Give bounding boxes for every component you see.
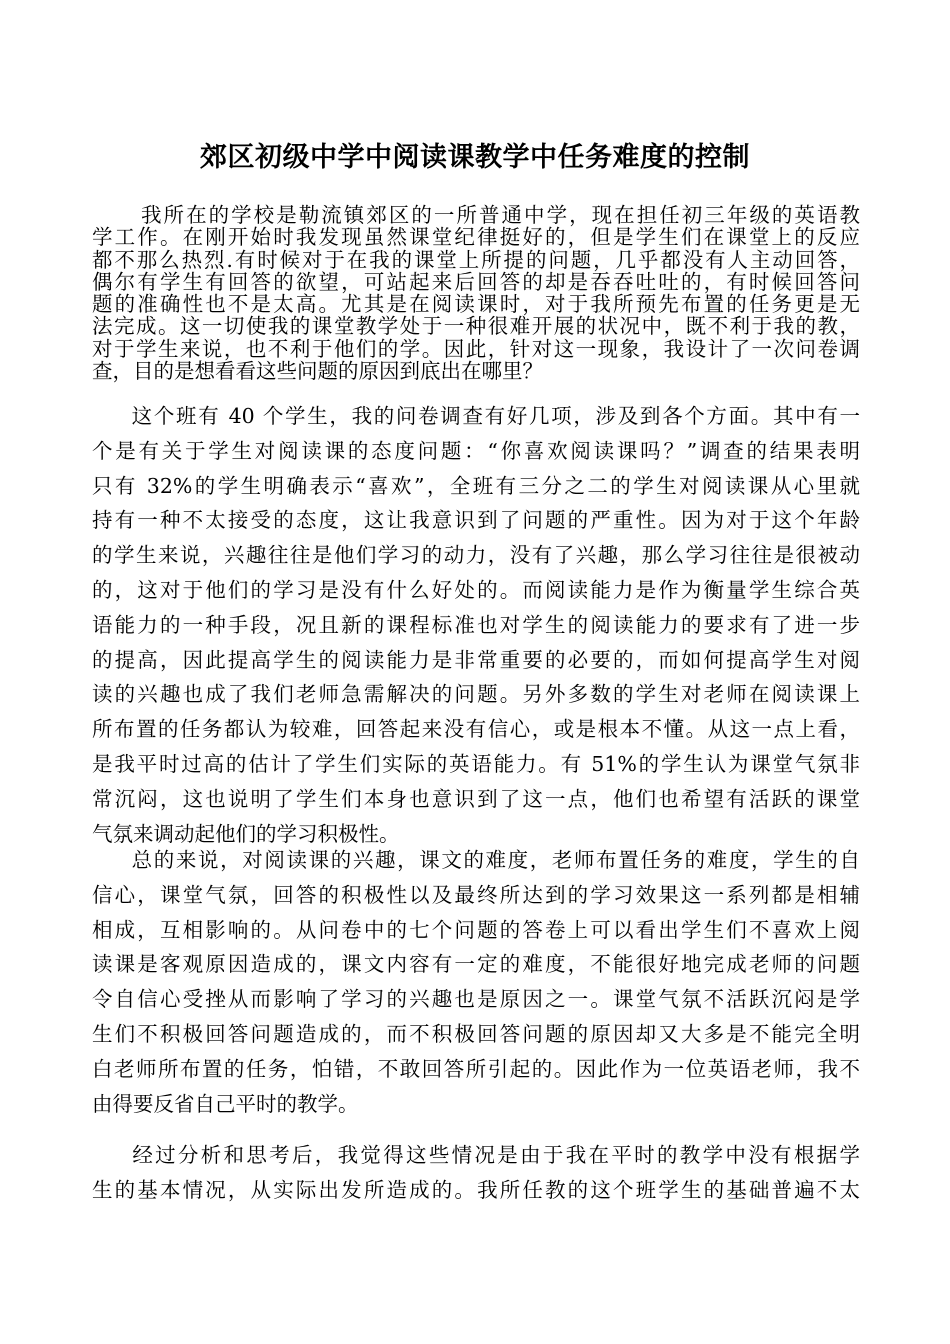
paragraph-line: 个是有关于学生对阅读课的态度问题：“你喜欢阅读课吗？”调查的结果表明 <box>92 438 860 463</box>
line-text: 我所在的学校是勒流镇郊区的一所普通中学，现在担任初三年级的英语教 <box>139 203 860 227</box>
paragraph-line: 题的准确性也不是太高。尤其是在阅读课时，对于我所预先布置的任务更是无 <box>92 292 860 317</box>
paragraph-line: 生们不积极回答问题造成的，而不积极回答问题的原因却又大多是不能完全明 <box>92 1021 860 1046</box>
paragraph-line: 所布置的任务都认为较难，回答起来没有信心，或是根本不懂。从这一点上看， <box>92 717 860 742</box>
paragraph-1 <box>92 204 860 382</box>
line-text: 经过分析和思考后，我觉得这些情况是由于我在平时的教学中没有根据学 <box>130 1143 860 1167</box>
paragraph-line <box>92 843 860 878</box>
paragraph-3 <box>92 843 860 1121</box>
paragraph-line: 只有 32%的学生明确表示“喜欢”，全班有三分之二的学生对阅读课从心里就 <box>92 473 860 498</box>
paragraph-line: 学工作。在刚开始时我发现虽然课堂纪律挺好的，但是学生们在课堂上的反应 <box>92 225 860 250</box>
paragraph-line: 都不那么热烈.有时候对于在我的课堂上所提的问题，几乎都没有人主动回答， <box>92 247 860 272</box>
paragraph-line: 生的基本情况，从实际出发所造成的。我所任教的这个班学生的基础普遍不太 <box>92 1177 860 1202</box>
line-text: 总的来说，对阅读课的兴趣，课文的难度，老师布置任务的难度，学生的自 <box>130 848 860 872</box>
paragraph-line: 是我平时过高的估计了学生们实际的英语能力。有 51%的学生认为课堂气氛非 <box>92 751 860 776</box>
paragraph-line: 相成，互相影响的。从问卷中的七个问题的答卷上可以看出学生们不喜欢上阅 <box>92 917 860 942</box>
paragraph-line: 令自信心受挫从而影响了学习的兴趣也是原因之一。课堂气氛不活跃沉闷是学 <box>92 987 860 1012</box>
paragraph-line: 读课是客观原因造成的，课文内容有一定的难度，不能很好地完成老师的问题 <box>92 952 860 977</box>
paragraph-line: 法完成。这一切使我的课堂教学处于一种很难开展的状况中，既不利于我的教， <box>92 314 860 339</box>
paragraph-line <box>92 204 860 226</box>
paragraph-line: 查，目的是想看看这些问题的原因到底出在哪里？ <box>92 359 543 384</box>
paragraph-line: 读的兴趣也成了我们老师急需解决的问题。另外多数的学生对老师在阅读课上 <box>92 682 860 707</box>
paragraph-line: 常沉闷，这也说明了学生们本身也意识到了这一点，他们也希望有活跃的课堂 <box>92 786 860 811</box>
paragraph-line: 白老师所布置的任务，怕错，不敢回答所引起的。因此作为一位英语老师，我不 <box>92 1056 860 1081</box>
paragraph-line: 偶尔有学生有回答的欲望，可站起来后回答的却是吞吞吐吐的，有时候回答问 <box>92 269 860 294</box>
paragraph-line: 持有一种不太接受的态度，这让我意识到了问题的严重性。因为对于这个年龄 <box>92 508 860 533</box>
paragraph-line: 的，这对于他们的学习是没有什么好处的。而阅读能力是作为衡量学生综合英 <box>92 577 860 602</box>
document-title: 郊区初级中学中阅读课教学中任务难度的控制 <box>200 142 750 173</box>
paragraph-2 <box>92 399 860 851</box>
paragraph-line: 的提高，因此提高学生的阅读能力是非常重要的必要的，而如何提高学生对阅 <box>92 647 860 672</box>
paragraph-line <box>92 399 860 434</box>
paragraph-line: 的学生来说，兴趣往往是他们学习的动力，没有了兴趣，那么学习往往是很被动 <box>92 543 860 568</box>
paragraph-line: 信心，课堂气氛，回答的积极性以及最终所达到的学习效果这一系列都是相辅 <box>92 882 860 907</box>
paragraph-line: 语能力的一种手段，况且新的课程标准也对学生的阅读能力的要求有了进一步 <box>92 612 860 637</box>
paragraph-4 <box>92 1138 860 1208</box>
line-text: 这个班有 40 个学生，我的问卷调查有好几项，涉及到各个方面。其中有一 <box>130 404 860 428</box>
paragraph-line: 对于学生来说，也不利于他们的学。因此，针对这一现象，我设计了一次问卷调 <box>92 336 860 361</box>
paragraph-line: 由得要反省自己平时的教学。 <box>92 1091 359 1116</box>
paragraph-line: 气氛来调动起他们的学习积极性。 <box>92 821 400 846</box>
paragraph-line <box>92 1138 860 1173</box>
